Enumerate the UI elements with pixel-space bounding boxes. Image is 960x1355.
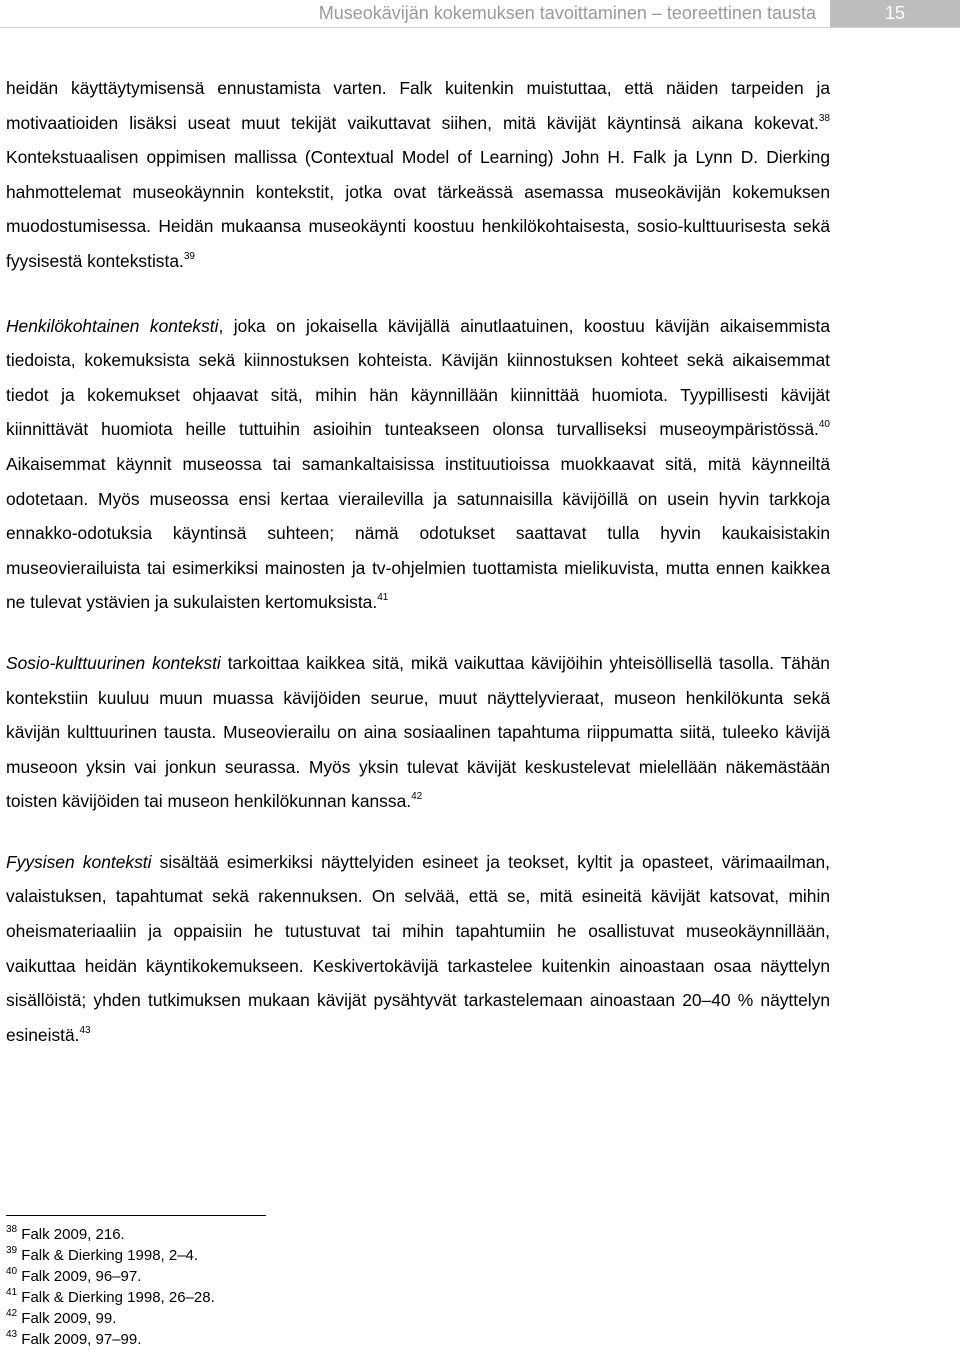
footnote-ref[interactable]: 39 [183, 250, 195, 262]
footnote-text: Falk 2009, 96–97. [21, 1268, 142, 1285]
footnote-ref[interactable]: 43 [79, 1024, 91, 1036]
page-number: 15 [830, 0, 960, 27]
footnote-item [6, 1245, 215, 1266]
footnote-ref[interactable]: 41 [377, 592, 389, 604]
footnote-text: Falk 2009, 99. [21, 1310, 117, 1327]
footnote-number: 43 [6, 1329, 18, 1340]
footnote-item [6, 1224, 215, 1245]
footnote-text: Falk & Dierking 1998, 26–28. [21, 1289, 215, 1306]
paragraph-physical-context [6, 845, 830, 1053]
footnote-item [6, 1308, 215, 1329]
footnote-ref[interactable]: 38 [818, 112, 830, 124]
body-text [6, 71, 830, 1078]
page-header [0, 0, 960, 28]
footnote-number: 42 [6, 1308, 18, 1319]
paragraph-text: tarkoittaa kaikkea sitä, mikä vaikuttaa kävijöihin yhteisöllisellä tasolla. Tähän kontekstiin kuuluu muun muassa kävijöiden seurue, muut näyttelyvieraat, museon henkilökunta sekä kävijän kulttuurinen tausta. Museovierailu on aina sosiaalinen tapahtuma riippumatta siitä, tuleeko kävijä museoon yksin vai jonkun seurassa. Myös yksin tulevat kävijät keskustelevat mielellään näkemästään toisten kävijöiden tai museon henkilökunnan kanssa. [6, 652, 830, 812]
header-divider [0, 27, 960, 28]
term-socio-cultural-context: Sosio-kulttuurinen konteksti [6, 652, 221, 673]
paragraph-personal-context [6, 309, 830, 620]
footnote-number: 41 [6, 1287, 18, 1298]
footnote-ref[interactable]: 40 [818, 419, 830, 431]
paragraph-text: sisältää esimerkiksi näyttelyiden esineet ja teokset, kyltit ja opasteet, värimaailman, valaistuksen, tapahtumat sekä rakennuksen. On selvää, että se, mitä esineitä kävijät katsovat, mihin oheismateriaaliin ja oppaisiin he tutustuvat tai mihin tapahtumiin he osallistuvat museokäynnillään, vaikuttaa heidän käyntikokemukseen. Keskivertokävijä tarkastelee kuitenkin ainoastaan osaa näyttelyn sisällöistä; yhden tutkimuksen mukaan kävijät pysähtyvät tarkastelemaan ainoastaan 20–40 % näyttelyn esineistä. [6, 851, 831, 1045]
footnotes [6, 1224, 215, 1350]
footnote-ref[interactable]: 42 [411, 791, 423, 803]
footnote-item [6, 1266, 215, 1287]
footnote-text: Falk 2009, 216. [21, 1226, 125, 1243]
footnote-item [6, 1329, 215, 1350]
term-physical-context: Fyysisen konteksti [6, 851, 152, 872]
paragraph-socio-cultural-context [6, 646, 830, 819]
footnote-text: Falk & Dierking 1998, 2–4. [21, 1247, 199, 1264]
paragraph-text: heidän käyttäytymisensä ennustamista varten. Falk kuitenkin muistuttaa, että näiden tarpeiden ja motivaatioiden lisäksi useat muut tekijät vaikuttavat siihen, mitä kävijät käyntinsä aikana kokevat. [6, 78, 830, 133]
footnote-number: 39 [6, 1245, 18, 1256]
paragraph-intro [6, 71, 830, 279]
running-header-title: Museokävijän kokemuksen tavoittaminen – teoreettinen tausta [318, 3, 816, 23]
footnote-separator [6, 1215, 266, 1216]
term-personal-context: Henkilökohtainen konteksti [6, 315, 219, 336]
footnote-text: Falk 2009, 97–99. [21, 1331, 142, 1348]
paragraph-text: Aikaisemmat käynnit museossa tai samankaltaisissa instituutioissa muokkaavat sitä, mitä käynneiltä odotetaan. Myös museossa ensi kertaa vierailevilla ja satunnaisilla kävijöillä on usein hyvin tarkkoja ennakko-odotuksia käyntinsä suhteen; nämä odotukset saattavat tulla hyvin kaukaisistakin museovierailuista tai esimerkiksi mainosten ja tv-ohjelmien tuottamista mielikuvista, mutta ennen kaikkea ne tulevat ystävien ja sukulaisten kertomuksista. [6, 453, 830, 613]
footnote-number: 38 [6, 1224, 18, 1235]
footnote-number: 40 [6, 1266, 18, 1277]
paragraph-text: Kontekstuaalisen oppimisen mallissa (Contextual Model of Learning) John H. Falk ja Lynn D. Dierking hahmottelemat museokäynnin kontekstit, jotka ovat tärkeässä asemassa museokävijän kokemuksen muodostumisessa. Heidän mukaansa museokäynti koostuu henkilökohtaisesta, sosio-kulttuurisesta sekä fyysisestä kontekstista. [6, 147, 830, 271]
footnote-item [6, 1287, 215, 1308]
paragraph-text: , joka on jokaisella kävijällä ainutlaatuinen, koostuu kävijän aikaisemmista tiedoista, kokemuksista sekä kiinnostuksen kohteista. Kävijän kiinnostuksen kohteet sekä aikaisemmat tiedot ja kokemukset ohjaavat sitä, mihin hän käynnillään kiinnittää huomiota. Tyypillisesti kävijät kiinnittävät huomiota heille tuttuihin asioihin tunteakseen olonsa turvalliseksi museoympäristössä. [6, 315, 830, 440]
